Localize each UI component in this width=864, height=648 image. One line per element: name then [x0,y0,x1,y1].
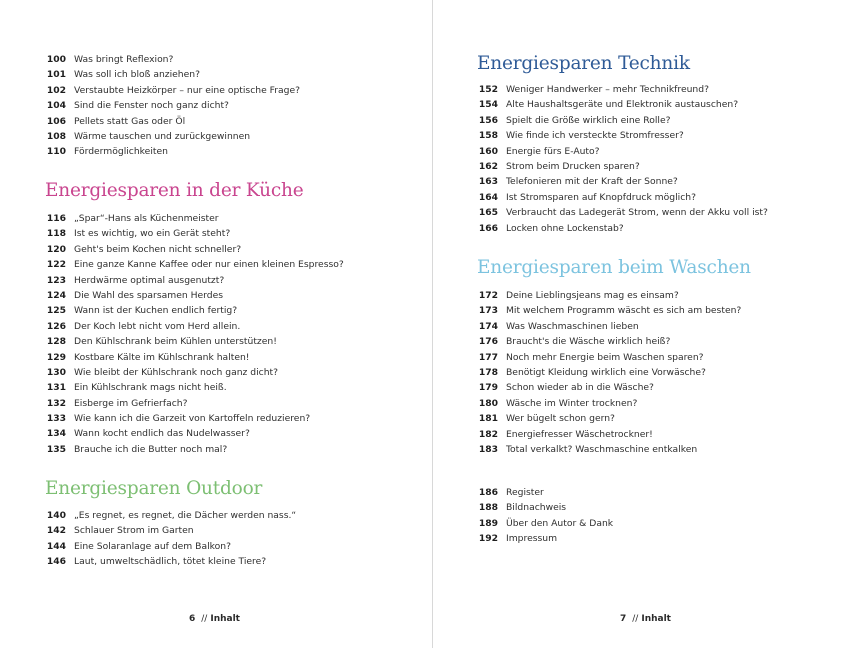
toc-entry [468,516,613,531]
toc-entry-title: Deine Lieblingsjeans mag es einsam? [506,290,679,301]
toc-page-number: 179 [478,382,498,394]
toc-entry-title: Energiefresser Wäschetrockner! [506,428,653,440]
toc-entry-title: Verbraucht das Ladegerät Strom, wenn der Akku voll ist? [506,207,768,219]
toc-entry-title: Wie finde ich versteckte Stromfresser? [506,130,684,142]
toc-page-number: 192 [478,533,498,545]
toc-page-number: 182 [478,428,498,440]
toc-entry [36,129,300,144]
page-number: 6 [189,614,196,624]
toc-page-number: 186 [478,487,498,498]
toc-entry-title: „Es regnet, es regnet, die Dächer werden nass.“ [74,510,297,521]
toc-page-number: 129 [46,351,66,363]
toc-entry-title: Herdwärme optimal ausgenutzt? [74,274,225,286]
toc-entry-title: Register [506,487,544,498]
toc-entry-title: Alte Haushaltsgeräte und Elektronik austauschen? [506,99,739,111]
toc-entry [36,554,296,569]
toc-entry-title: Über den Autor & Dank [506,517,614,529]
toc-entry-title: Schlauer Strom im Garten [74,525,194,537]
toc-page-number: 106 [46,115,66,127]
toc-entry-title: „Spar“-Hans als Küchenmeister [74,213,219,224]
toc-page-number: 177 [478,351,498,363]
toc-page-number: 176 [478,336,498,348]
waschen-heading: Energiesparen beim Waschen [477,257,751,278]
toc-entry-title: Verstaubte Heizkörper – nur eine optische Frage? [74,84,301,96]
toc-entry [468,205,768,220]
toc-page-number: 133 [46,413,66,425]
toc-entry-title: Strom beim Drucken sparen? [506,160,640,172]
toc-entry-title: Geht's beim Kochen nicht schneller? [74,243,242,255]
toc-page-number: 101 [46,69,66,81]
toc-entry-title: Spielt die Größe wirklich eine Rolle? [506,114,671,126]
toc-page-number: 146 [46,556,66,568]
toc-page-number: 174 [478,320,498,332]
toc-entry [36,52,300,67]
toc-entry [36,288,344,303]
toc-page-number: 130 [46,366,66,378]
toc-page-number: 183 [478,443,498,455]
intro-toc-list [36,52,300,160]
toc-entry [36,144,300,159]
toc-entry [36,226,344,241]
toc-entry-title: Eine ganze Kanne Kaffee oder nur einen kleinen Espresso? [74,259,344,271]
toc-page-number: 132 [46,397,66,409]
toc-page-number: 166 [478,222,498,234]
toc-entry-title: Braucht's die Wäsche wirklich heiß? [506,336,671,348]
toc-page-number: 189 [478,517,498,529]
toc-entry [468,303,741,318]
toc-entry-title: Laut, umweltschädlich, tötet kleine Tiere? [74,556,267,568]
toc-page-number: 152 [478,84,498,95]
toc-entry [36,67,300,82]
toc-entry-title: Eisberge im Gefrierfach? [74,397,188,409]
toc-page-number: 125 [46,305,66,317]
toc-entry [36,319,344,334]
outdoor-heading: Energiesparen Outdoor [45,478,263,499]
toc-entry [468,427,741,442]
toc-entry [468,319,741,334]
toc-page-number: 154 [478,99,498,111]
toc-entry-title: Die Wahl des sparsamen Herdes [74,289,224,301]
toc-page-number: 116 [46,213,66,224]
toc-entry-title: Weniger Handwerker – mehr Technikfreund? [506,84,709,95]
toc-page-number: 100 [46,54,66,65]
toc-page-number: 122 [46,259,66,271]
page-number: 7 [620,614,627,624]
toc-entry-title: Mit welchem Programm wäscht es sich am besten? [506,305,742,317]
toc-entry [36,365,344,380]
toc-entry-title: Eine Solaranlage auf dem Balkon? [74,540,231,552]
toc-entry-title: Was soll ich bloß anziehen? [74,69,200,81]
appendix-toc-list [468,485,613,547]
toc-page-number: 104 [46,100,66,112]
toc-entry-title: Der Koch lebt nicht vom Herd allein. [74,320,241,332]
toc-entry [468,531,613,546]
toc-entry-title: Ist Stromsparen auf Knopfdruck möglich? [506,191,696,203]
toc-entry [468,159,768,174]
toc-entry [36,539,296,554]
toc-page-number: 165 [478,207,498,219]
toc-entry [36,396,344,411]
toc-page-number: 140 [46,510,66,521]
waschen-toc-list [468,288,741,457]
toc-page-number: 102 [46,84,66,96]
toc-entry [468,128,768,143]
toc-entry [36,442,344,457]
toc-page-number: 118 [46,228,66,240]
toc-entry-title: Benötigt Kleidung wirklich eine Vorwäsche? [506,366,706,378]
toc-page-number: 124 [46,289,66,301]
toc-entry [468,334,741,349]
toc-entry [468,82,768,97]
toc-entry [468,288,741,303]
toc-entry [36,303,344,318]
toc-page-number: 178 [478,366,498,378]
toc-entry [36,380,344,395]
toc-page-number: 181 [478,413,498,425]
technik-heading: Energiesparen Technik [477,53,690,74]
toc-entry [36,257,344,272]
footer-label: Inhalt [641,614,671,624]
toc-entry [36,523,296,538]
toc-entry [468,190,768,205]
toc-page-number: 163 [478,176,498,188]
toc-page-number: 128 [46,336,66,348]
toc-page-number: 135 [46,443,66,455]
toc-entry-title: Ist es wichtig, wo ein Gerät steht? [74,228,231,240]
toc-entry [36,411,344,426]
toc-entry-title: Energie fürs E-Auto? [506,145,600,157]
toc-page-number: 158 [478,130,498,142]
toc-entry-title: Telefonieren mit der Kraft der Sonne? [506,176,678,188]
toc-entry [468,221,768,236]
toc-entry-title: Wie bleibt der Kühlschrank noch ganz dicht? [74,366,279,378]
toc-entry [468,113,768,128]
toc-page-number: 173 [478,305,498,317]
toc-entry-title: Wäsche im Winter trocknen? [506,397,638,409]
toc-page-number: 144 [46,540,66,552]
toc-entry-title: Was bringt Reflexion? [74,54,174,65]
toc-page-number: 110 [46,146,66,158]
toc-entry [36,211,344,226]
right-page-footer [620,614,671,624]
toc-entry [468,97,768,112]
toc-page-number: 108 [46,130,66,142]
toc-entry [36,83,300,98]
toc-entry-title: Wärme tauschen und zurückgewinnen [74,130,251,142]
toc-entry [468,500,613,515]
toc-entry [36,350,344,365]
toc-entry-title: Schon wieder ab in die Wäsche? [506,382,654,394]
footer-separator: // [632,614,639,624]
toc-entry-title: Sind die Fenster noch ganz dicht? [74,100,229,112]
toc-page-number: 180 [478,397,498,409]
toc-entry [36,426,344,441]
toc-entry [36,273,344,288]
toc-entry-title: Impressum [506,533,558,545]
toc-page-number: 156 [478,114,498,126]
toc-entry-title: Ein Kühlschrank mags nicht heiß. [74,382,227,394]
right-page [432,0,864,648]
toc-page-number: 172 [478,290,498,301]
toc-entry-title: Fördermöglichkeiten [74,146,168,158]
toc-entry-title: Noch mehr Energie beim Waschen sparen? [506,351,704,363]
toc-entry [468,411,741,426]
toc-entry [468,485,613,500]
toc-page-number: 164 [478,191,498,203]
toc-entry [468,174,768,189]
technik-toc-list [468,82,768,236]
toc-entry [468,350,741,365]
toc-entry-title: Bildnachweis [506,502,567,514]
toc-page-number: 162 [478,160,498,172]
toc-entry-title: Was Waschmaschinen lieben [506,320,639,332]
toc-page-number: 120 [46,243,66,255]
toc-page-number: 142 [46,525,66,537]
toc-page-number: 188 [478,502,498,514]
kitchen-toc-list [36,211,344,457]
toc-entry-title: Kostbare Kälte im Kühlschrank halten! [74,351,250,363]
toc-entry [468,144,768,159]
outdoor-toc-list [36,508,296,570]
toc-entry-title: Wie kann ich die Garzeit von Kartoffeln reduzieren? [74,413,311,425]
toc-entry-title: Brauche ich die Butter noch mal? [74,443,228,455]
kitchen-heading: Energiesparen in der Küche [45,180,304,201]
toc-entry-title: Wer bügelt schon gern? [506,413,615,425]
footer-label: Inhalt [210,614,240,624]
toc-entry [36,508,296,523]
toc-page-number: 131 [46,382,66,394]
toc-entry-title: Total verkalkt? Waschmaschine entkalken [506,443,698,455]
toc-entry [468,380,741,395]
toc-entry-title: Pellets statt Gas oder Öl [74,115,186,127]
toc-entry-title: Locken ohne Lockenstab? [506,222,624,234]
toc-entry-title: Wann ist der Kuchen endlich fertig? [74,305,238,317]
toc-entry [468,442,741,457]
toc-entry [36,98,300,113]
toc-entry [468,365,741,380]
toc-page-number: 160 [478,145,498,157]
toc-page-number: 123 [46,274,66,286]
toc-entry-title: Wann kocht endlich das Nudelwasser? [74,428,250,440]
toc-entry [36,114,300,129]
toc-page-number: 134 [46,428,66,440]
footer-separator: // [201,614,208,624]
toc-entry [36,242,344,257]
left-page-footer [189,614,240,624]
toc-page-number: 126 [46,320,66,332]
toc-entry-title: Den Kühlschrank beim Kühlen unterstützen! [74,336,277,348]
toc-entry [36,334,344,349]
toc-entry [468,396,741,411]
